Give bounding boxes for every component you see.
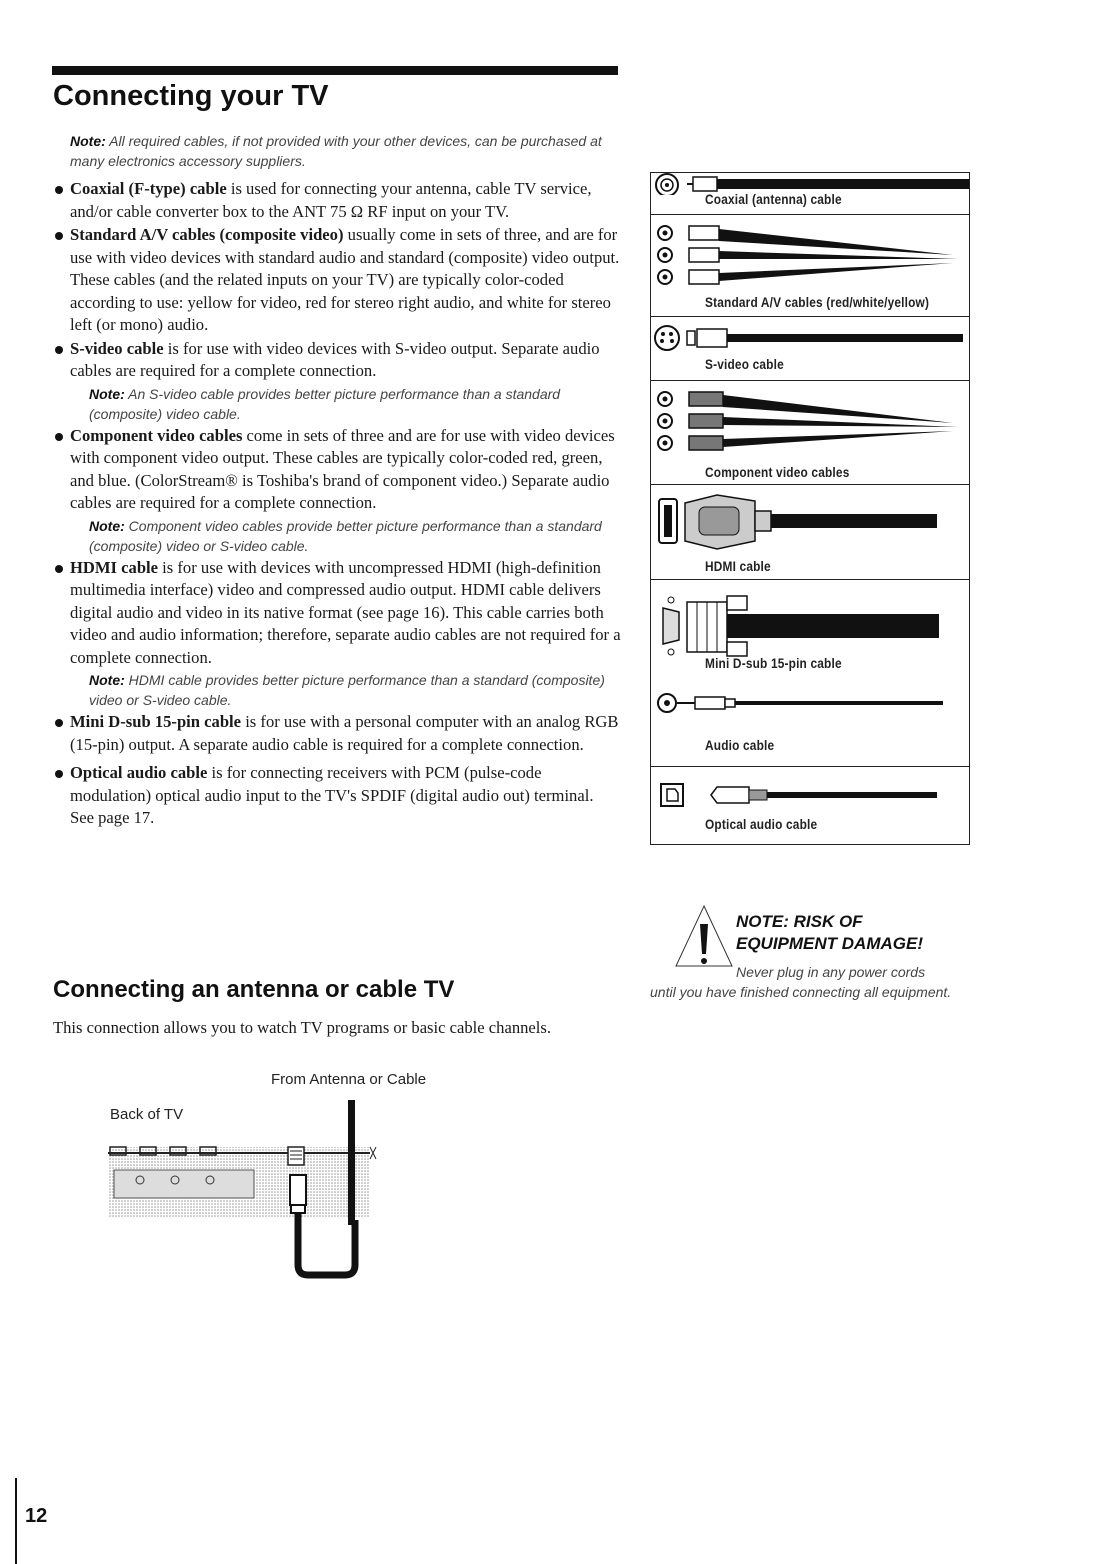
cable-cell-optical (651, 767, 969, 845)
bullet-text: is for connecting receivers with PCM (pulse-code modulation) optical audio input to the TV's SPDIF (digital audio out) terminal. See page 17. (70, 763, 594, 827)
warning-title-line2: EQUIPMENT DAMAGE! (736, 934, 923, 953)
cable-bullet-list (53, 178, 621, 831)
bullet-text: is for use with a personal computer with an analog RGB (15-pin) output. A separate audio cable is required for a complete connection. (70, 712, 619, 754)
note-label: Note: (89, 385, 125, 402)
cable-types-panel (650, 172, 970, 845)
bullet-term: Component video cables (70, 425, 243, 445)
bullet-svideo (53, 338, 621, 424)
bullet-term: HDMI cable (70, 557, 159, 577)
warning-title-line1: NOTE: RISK OF (736, 912, 863, 931)
intro-note-text: All required cables, if not provided with your other devices, can be purchased at many electronics accessory suppliers. (70, 133, 602, 169)
bullet-text: is for use with devices with uncompressed HDMI (high-definition multimedia interface) video and compressed audio output. HDMI cable delivers digital audio and video in its native format (see page 16). This cable carries both video and audio information; therefore, separate audio cables are not required for a complete connection. (70, 557, 621, 667)
cable-label-dsub: Mini D-sub 15-pin cable (705, 656, 842, 671)
cable-label-hdmi: HDMI cable (705, 559, 771, 574)
bullet-coaxial (53, 178, 621, 223)
cable-cell-coaxial (651, 173, 969, 215)
antenna-cable (348, 1100, 355, 1225)
cable-cell-dsub-audio (651, 580, 969, 767)
warning-body-line1: Never plug in any power cords (736, 964, 926, 980)
antenna-connection-diagram (100, 1095, 390, 1285)
note-label: Note: (89, 517, 125, 534)
bullet-text: usually come in sets of three, and are for use with video devices with standard audio and standard (composite) video output. These cables (and the related inputs on your TV) are typically color-coded according to use: yellow for video, red for stereo right audio, and white for stereo left (or mono) audio. (70, 225, 620, 334)
bullet-note (70, 384, 621, 424)
audio-cable-icon (655, 690, 969, 716)
cable-cell-component (651, 381, 969, 485)
cable-label-standard-av: Standard A/V cables (red/white/yellow) (705, 295, 930, 310)
bullet-term: Optical audio cable (70, 763, 208, 782)
header-rule (52, 66, 618, 75)
standard-av-cable-icon (653, 223, 969, 291)
cable-cell-hdmi (651, 485, 969, 580)
cable-label-optical: Optical audio cable (705, 817, 818, 832)
cable-label-coaxial: Coaxial (antenna) cable (705, 192, 842, 207)
component-cable-icon (653, 389, 969, 457)
warning-triangle-icon (674, 902, 734, 970)
warning-body (650, 962, 960, 1002)
footer-rule (15, 1478, 17, 1564)
dsub-cable-icon (657, 592, 969, 660)
cable-label-audio: Audio cable (705, 738, 775, 753)
bullet-dsub (53, 711, 621, 756)
note-text: Component video cables provide better picture performance than a standard (composite) video or S-video cable. (89, 517, 602, 554)
bullet-optical (53, 762, 621, 830)
note-text: An S-video cable provides better picture performance than a standard (composite) video cable. (89, 385, 561, 422)
bullet-text: come in sets of three and are for use with video devices with component video output. These cables are typically color-coded red, green, and blue. (ColorStream® is Toshiba's brand of component video.) Separate audio cables are required for a complete connection. (70, 425, 615, 512)
coax-connector (290, 1175, 306, 1205)
intro-note (70, 131, 610, 171)
page-number: 12 (25, 1505, 48, 1527)
bullet-term: S-video cable (70, 338, 164, 358)
hdmi-cable-icon (655, 493, 969, 555)
bullet-term: Mini D-sub 15-pin cable (70, 712, 242, 731)
bullet-term: Coaxial (F-type) cable (70, 179, 227, 198)
warning-body-rest: until you have finished connecting all equipment. (650, 984, 952, 1000)
cable-cell-svideo (651, 317, 969, 381)
note-text: HDMI cable provides better picture performance than a standard (composite) video or S-video cable. (89, 672, 605, 708)
bullet-standard-av (53, 224, 621, 337)
bullet-component (53, 425, 621, 556)
bullet-text: is for use with video devices with S-video output. Separate audio cables are required for a complete connection. (70, 338, 600, 380)
bullet-hdmi (53, 557, 621, 711)
cable-label-svideo: S-video cable (705, 357, 784, 372)
bullet-term: Standard A/V cables (composite video) (70, 225, 344, 244)
cable-label-component: Component video cables (705, 465, 850, 480)
note-label: Note: (89, 672, 125, 688)
bullet-text: is used for connecting your antenna, cable TV service, and/or cable converter box to the ANT 75 Ω RF input on your TV. (70, 179, 592, 221)
page-title: Connecting your TV (53, 80, 329, 112)
cable-cell-standard-av (651, 215, 969, 317)
optical-cable-icon (659, 781, 969, 811)
input-jacks (114, 1170, 254, 1198)
from-antenna-label: From Antenna or Cable (271, 1071, 427, 1088)
section-title-antenna: Connecting an antenna or cable TV (53, 976, 455, 1003)
bullet-note (70, 516, 621, 556)
antenna-description: This connection allows you to watch TV programs or basic cable channels. (53, 1018, 551, 1037)
bullet-note (70, 670, 621, 710)
intro-note-label: Note: (70, 133, 106, 149)
svideo-cable-icon (653, 323, 969, 353)
back-of-tv-label: Back of TV (110, 1106, 184, 1123)
warning-title (736, 911, 923, 955)
